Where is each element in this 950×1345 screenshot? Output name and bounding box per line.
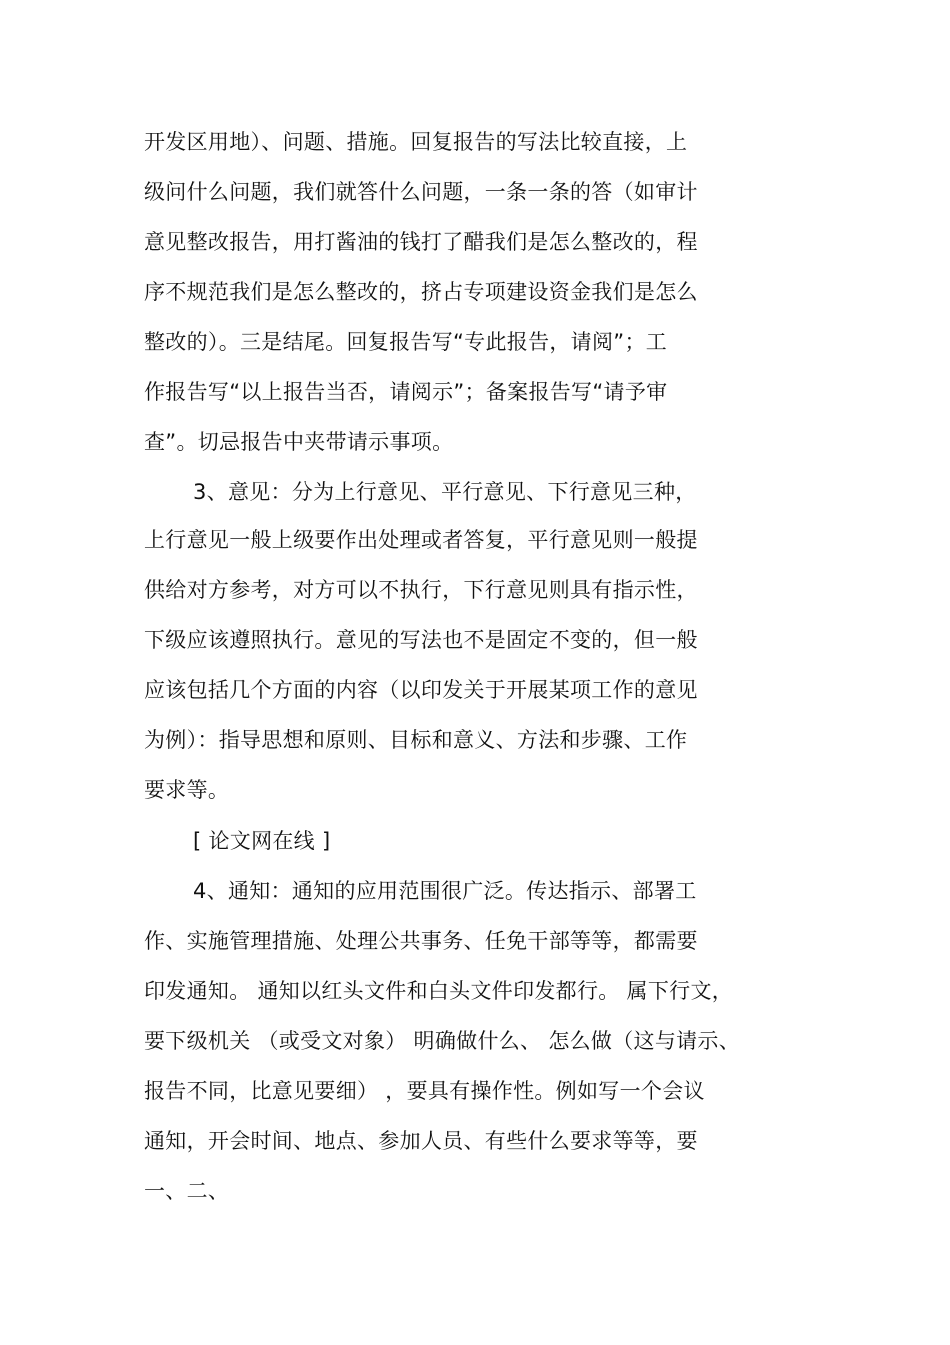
text-line: 作、实施管理措施、处理公共事务、任免干部等等，都需要	[144, 929, 698, 953]
text-line: 作报告写“以上报告当否，请阅示”；备案报告写“请予审	[144, 380, 668, 404]
text-line: 查”。切忌报告中夹带请示事项。	[144, 430, 454, 454]
text-line: 报告不同，比意见要细） ，要具有操作性。例如写一个会议	[144, 1079, 705, 1103]
text-line: 开发区用地）、问题、措施。回复报告的写法比较直接，上	[144, 130, 688, 154]
text-line: 级问什么问题，我们就答什么问题，一条一条的答（如审计	[144, 180, 698, 204]
text-line: 下级应该遵照执行。意见的写法也不是固定不变的，但一般	[144, 628, 698, 652]
text-line: 应该包括几个方面的内容（以印发关于开展某项工作的意见	[144, 678, 698, 702]
text-line: 一、二、	[144, 1179, 230, 1203]
text-line: 供给对方参考，对方可以不执行，下行意见则具有指示性，	[144, 578, 698, 602]
text-line: 意见整改报告，用打酱油的钱打了醋我们是怎么整改的，程	[144, 230, 698, 254]
text-line: 要下级机关 （或受文对象） 明确做什么、 怎么做（这与请示、	[144, 1029, 741, 1053]
text-line: 序不规范我们是怎么整改的，挤占专项建设资金我们是怎么	[144, 280, 698, 304]
source-note: [ 论文网在线 ]	[193, 829, 331, 853]
text-line: 印发通知。 通知以红头文件和白头文件印发都行。 属下行文，	[144, 979, 734, 1003]
section-heading-opinion: 3、意见：分为上行意见、平行意见、下行意见三种，	[193, 480, 697, 504]
text-line: 通知，开会时间、地点、参加人员、有些什么要求等等，要	[144, 1129, 698, 1153]
text-line: 上行意见一般上级要作出处理或者答复，平行意见则一般提	[144, 528, 698, 552]
text-line: 为例）：指导思想和原则、目标和意义、方法和步骤、工作	[144, 728, 688, 752]
section-heading-notice: 4、通知：通知的应用范围很广泛。传达指示、部署工	[193, 879, 697, 903]
text-line: 整改的）。三是结尾。回复报告写“专此报告，请阅”；工	[144, 330, 668, 354]
text-line: 要求等。	[144, 778, 230, 802]
